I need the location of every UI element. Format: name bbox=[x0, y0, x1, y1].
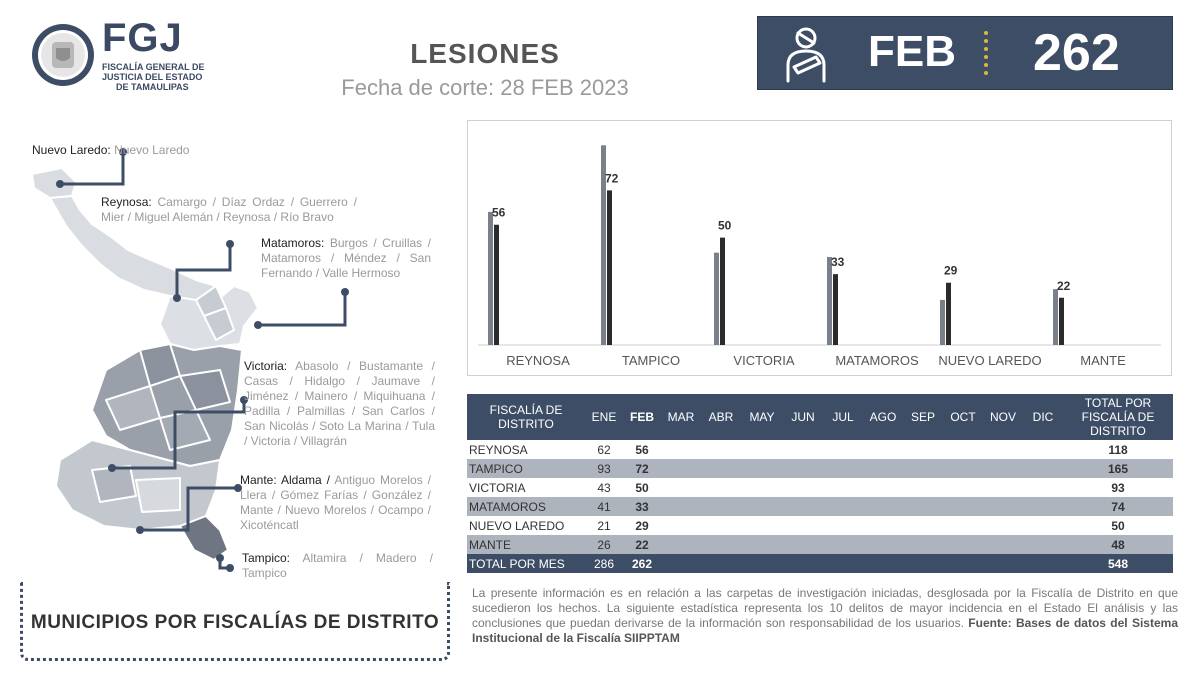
table-row bbox=[467, 516, 1173, 535]
cell-empty bbox=[903, 497, 943, 516]
col-jun: JUN bbox=[783, 394, 823, 440]
bar-feb-mante bbox=[1059, 298, 1064, 345]
cell-empty bbox=[1023, 554, 1063, 573]
bar-ene-mante bbox=[1053, 289, 1058, 345]
cell-empty bbox=[903, 516, 943, 535]
cell-empty bbox=[1023, 478, 1063, 497]
cell-empty bbox=[863, 497, 903, 516]
cell-total: 74 bbox=[1063, 497, 1173, 516]
month-summary-box bbox=[757, 16, 1173, 90]
col-feb: FEB bbox=[623, 394, 661, 440]
category-label: NUEVO LAREDO bbox=[938, 353, 1042, 368]
cell-empty bbox=[903, 478, 943, 497]
cell-empty bbox=[983, 497, 1023, 516]
cell-empty bbox=[1023, 516, 1063, 535]
cell-empty bbox=[1023, 497, 1063, 516]
data-label: 50 bbox=[718, 218, 732, 233]
cell-empty bbox=[661, 440, 701, 459]
cell-empty bbox=[903, 554, 943, 573]
cell-ene: 286 bbox=[585, 554, 623, 573]
logo-line-3: DE TAMAULIPAS bbox=[116, 82, 189, 92]
bar-feb-nuevo-laredo bbox=[946, 283, 951, 345]
cell-empty bbox=[903, 535, 943, 554]
table-row bbox=[467, 459, 1173, 478]
cell-feb: 262 bbox=[623, 554, 661, 573]
map-footer-title: MUNICIPIOS POR FISCALÍAS DE DISTRITO bbox=[30, 612, 440, 633]
table-total-row bbox=[467, 554, 1173, 573]
cell-empty bbox=[823, 535, 863, 554]
cell-empty bbox=[943, 535, 983, 554]
col-may: MAY bbox=[741, 394, 783, 440]
cell-empty bbox=[983, 478, 1023, 497]
category-label: TAMPICO bbox=[621, 353, 681, 368]
data-label: 22 bbox=[1057, 278, 1071, 293]
cell-empty bbox=[701, 459, 741, 478]
col-nov: NOV bbox=[983, 394, 1023, 440]
cell-total: 165 bbox=[1063, 459, 1173, 478]
col-mar: MAR bbox=[661, 394, 701, 440]
col-ene: ENE bbox=[585, 394, 623, 440]
cutoff-date: Fecha de corte: 28 FEB 2023 bbox=[341, 75, 629, 100]
cell-empty bbox=[741, 497, 783, 516]
cell-total: 118 bbox=[1108, 442, 1128, 457]
label-tampico: Tampico: Altamira / Madero / Tampico bbox=[242, 551, 433, 580]
cell-empty bbox=[863, 535, 903, 554]
cell-empty bbox=[943, 554, 983, 573]
col-ago: AGO bbox=[863, 394, 903, 440]
cell-ene: 41 bbox=[585, 497, 623, 516]
col-jul: JUL bbox=[823, 394, 863, 440]
bar-feb-reynosa bbox=[494, 225, 499, 345]
cell-feb: 22 bbox=[623, 535, 661, 554]
cell-fiscalia: VICTORIA bbox=[469, 480, 526, 495]
cell-fiscalia: REYNOSA bbox=[469, 442, 528, 457]
header-divider bbox=[984, 31, 988, 75]
category-label: MATAMOROS bbox=[835, 353, 919, 368]
cell-empty bbox=[701, 535, 741, 554]
category-label: MANTE bbox=[1080, 353, 1126, 368]
category-label: VICTORIA bbox=[733, 353, 795, 368]
col-oct: OCT bbox=[943, 394, 983, 440]
footnote-text: La presente información es en relación a las carpetas de investigación iniciadas, desglosada por la Fiscalía de Distrito en que sucedieron los hechos. La siguiente estadística representa los 10 delitos de mayor incidencia en el Estado El análisis y las conclusiones que puedan derivarse de la información son responsabilidad de los usuarios. bbox=[472, 586, 1178, 630]
label-mante: Mante: Aldama / Antiguo Morelos / Llera / Gómez Farías / González / Mante / Nuevo Morelos / Ocampo / Xicoténcatl bbox=[240, 473, 432, 532]
cell-empty bbox=[823, 459, 863, 478]
bar-feb-tampico bbox=[607, 190, 612, 345]
cell-fiscalia: MATAMOROS bbox=[467, 497, 585, 516]
cell-empty bbox=[823, 516, 863, 535]
cell-empty bbox=[983, 459, 1023, 478]
cell-empty bbox=[701, 554, 741, 573]
cell-empty bbox=[701, 478, 741, 497]
cell-empty bbox=[983, 535, 1023, 554]
injured-person-icon bbox=[776, 23, 836, 85]
month-label: FEB bbox=[868, 27, 956, 76]
cell-total: 50 bbox=[1111, 518, 1125, 533]
cell-empty bbox=[983, 554, 1023, 573]
cell-ene: 62 bbox=[597, 442, 611, 457]
logo-line-1: FISCALÍA GENERAL DE bbox=[102, 62, 205, 72]
label-victoria: Victoria: Abasolo / Bustamante / Casas / Hidalgo / Jaumave / Jiménez / Mainero / Miquihuana / Padilla / Palmillas / San Carlos / San Nicolás / Soto La Marina / Tula / Victoria / Villagrán bbox=[244, 359, 435, 448]
cell-empty bbox=[863, 516, 903, 535]
cell-empty bbox=[783, 459, 823, 478]
cell-fiscalia: TOTAL POR MES bbox=[467, 554, 585, 573]
cell-total: 93 bbox=[1111, 480, 1125, 495]
map-footer-box bbox=[20, 582, 450, 661]
cell-empty bbox=[943, 516, 983, 535]
data-label: 72 bbox=[605, 171, 619, 186]
bar-ene-matamoros bbox=[827, 257, 832, 345]
cell-empty bbox=[783, 554, 823, 573]
bar-feb-matamoros bbox=[833, 274, 838, 345]
cell-empty bbox=[943, 478, 983, 497]
cell-empty bbox=[783, 497, 823, 516]
cell-empty bbox=[661, 497, 701, 516]
cell-empty bbox=[903, 459, 943, 478]
cell-ene: 93 bbox=[585, 459, 623, 478]
bar-ene-reynosa bbox=[488, 212, 493, 345]
cell-empty bbox=[661, 459, 701, 478]
cell-empty bbox=[1023, 440, 1063, 459]
bar-ene-victoria bbox=[714, 253, 719, 345]
cell-feb: 72 bbox=[623, 459, 661, 478]
bar-ene-nuevo-laredo bbox=[940, 300, 945, 345]
cell-empty bbox=[863, 459, 903, 478]
cell-total: 48 bbox=[1063, 535, 1173, 554]
monthly-table bbox=[467, 394, 1173, 573]
cell-empty bbox=[701, 497, 741, 516]
cell-empty bbox=[983, 440, 1023, 459]
cell-empty bbox=[823, 440, 863, 459]
cell-fiscalia: TAMPICO bbox=[467, 459, 585, 478]
cell-empty bbox=[741, 554, 783, 573]
cell-empty bbox=[783, 478, 823, 497]
cell-empty bbox=[943, 440, 983, 459]
cell-feb: 29 bbox=[635, 518, 649, 533]
cell-empty bbox=[701, 516, 741, 535]
cell-fiscalia: NUEVO LAREDO bbox=[469, 518, 565, 533]
data-label: 33 bbox=[831, 255, 845, 270]
cell-empty bbox=[823, 554, 863, 573]
cell-feb: 50 bbox=[635, 480, 649, 495]
col-sep: SEP bbox=[903, 394, 943, 440]
table-row bbox=[467, 535, 1173, 554]
label-reynosa: Reynosa: Camargo / Díaz Ordaz / Guerrero / Mier / Miguel Alemán / Reynosa / Río Bravo bbox=[101, 195, 357, 224]
cell-fiscalia: MANTE bbox=[467, 535, 585, 554]
cell-empty bbox=[741, 440, 783, 459]
month-total: 262 bbox=[1033, 24, 1120, 82]
cell-empty bbox=[863, 440, 903, 459]
cell-empty bbox=[863, 478, 903, 497]
bar-chart-frame bbox=[467, 120, 1172, 376]
label-matamoros: Matamoros: Burgos / Cruillas / Matamoros / Méndez / San Fernando / Valle Hermoso bbox=[261, 236, 431, 280]
cell-empty bbox=[783, 440, 823, 459]
cell-empty bbox=[1023, 459, 1063, 478]
cell-total: 548 bbox=[1063, 554, 1173, 573]
data-label: 56 bbox=[492, 205, 506, 220]
data-label: 29 bbox=[944, 263, 958, 278]
category-label: REYNOSA bbox=[506, 353, 570, 368]
table-row bbox=[467, 497, 1173, 516]
cell-empty bbox=[903, 440, 943, 459]
cell-empty bbox=[783, 516, 823, 535]
cell-empty bbox=[661, 535, 701, 554]
cell-empty bbox=[943, 459, 983, 478]
cell-ene: 26 bbox=[585, 535, 623, 554]
cell-empty bbox=[741, 516, 783, 535]
col-abr: ABR bbox=[701, 394, 741, 440]
cell-empty bbox=[741, 478, 783, 497]
col-total: TOTAL POR FISCALÍA DE DISTRITO bbox=[1063, 394, 1173, 440]
cell-ene: 21 bbox=[597, 518, 611, 533]
table-row bbox=[467, 478, 1173, 497]
cell-empty bbox=[983, 516, 1023, 535]
cell-empty bbox=[863, 554, 903, 573]
col-fiscalia: FISCALÍA DE DISTRITO bbox=[467, 394, 585, 440]
cell-ene: 43 bbox=[597, 480, 611, 495]
cell-feb: 56 bbox=[635, 442, 649, 457]
table-row bbox=[467, 440, 1173, 459]
cell-empty bbox=[943, 497, 983, 516]
label-nuevo-laredo: Nuevo Laredo: Nuevo Laredo bbox=[32, 143, 190, 157]
cell-empty bbox=[661, 516, 701, 535]
page-title: LESIONES bbox=[410, 38, 560, 69]
cell-empty bbox=[741, 459, 783, 478]
col-dic: DIC bbox=[1023, 394, 1063, 440]
logo-line-2: JUSTICIA DEL ESTADO bbox=[102, 72, 203, 82]
footnote bbox=[472, 586, 1178, 646]
cell-empty bbox=[661, 554, 701, 573]
bar-feb-victoria bbox=[720, 238, 725, 345]
cell-empty bbox=[701, 440, 741, 459]
cell-feb: 33 bbox=[623, 497, 661, 516]
cell-empty bbox=[823, 478, 863, 497]
table-header-row bbox=[467, 394, 1173, 440]
state-seal-logo bbox=[30, 22, 96, 88]
cell-empty bbox=[741, 535, 783, 554]
bar-chart bbox=[468, 121, 1171, 375]
logo-acronym: FGJ bbox=[102, 16, 183, 60]
cell-empty bbox=[661, 478, 701, 497]
cell-empty bbox=[783, 535, 823, 554]
cell-empty bbox=[823, 497, 863, 516]
footnote-source: Fuente: Bases de datos del Sistema Institucional de la Fiscalía SIIPPTAM bbox=[472, 616, 1178, 645]
cell-empty bbox=[1023, 535, 1063, 554]
